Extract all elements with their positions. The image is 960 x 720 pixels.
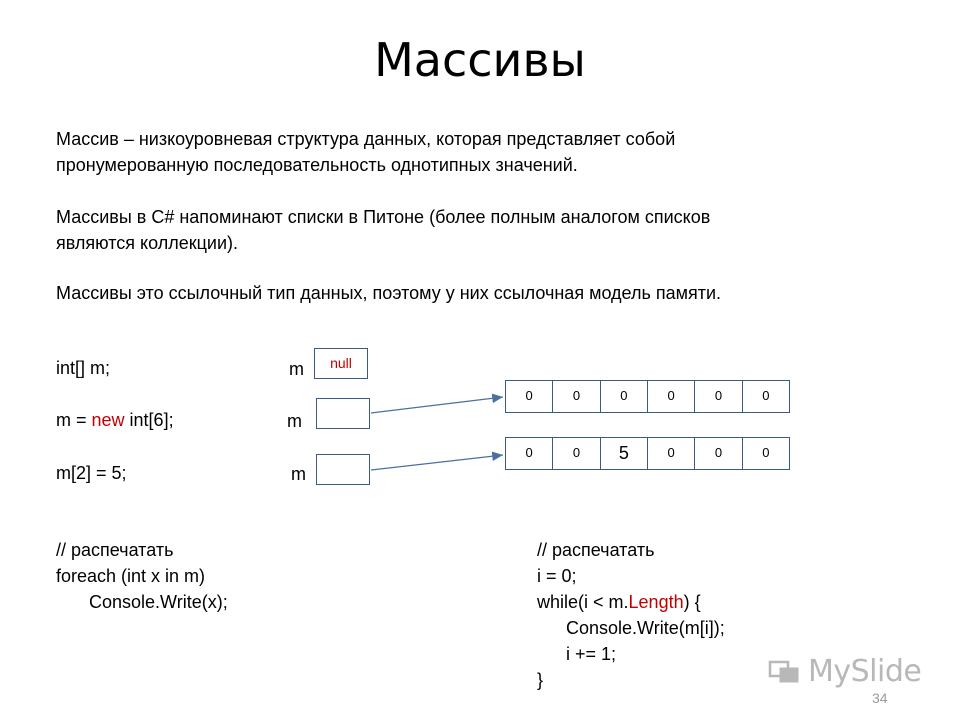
code-declare: int[] m; (56, 358, 111, 378)
code-line: Console.Write(m[i]); (566, 618, 725, 638)
paragraph-line: Массивы это ссылочный тип данных, поэтому у них ссылочная модель памяти. (56, 283, 722, 303)
array-cell: 0 (553, 381, 600, 412)
code-line: Console.Write(x); (89, 592, 228, 612)
code-text: m = (56, 410, 92, 430)
array-cell: 0 (762, 388, 770, 403)
var-label-m: m (291, 464, 306, 484)
keyword-new: new (91, 410, 125, 430)
var-label-m: m (287, 411, 302, 431)
paragraph-line: являются коллекции). (56, 233, 239, 253)
array-cell: 0 (695, 438, 742, 469)
null-value: null (330, 355, 352, 371)
slide-title: Массивы (374, 33, 586, 87)
array-cell: 0 (601, 381, 648, 412)
page-number: 34 (872, 690, 888, 706)
array-cell: 0 (695, 381, 742, 412)
code-left-block (56, 537, 228, 615)
arrow-to-modified-array (371, 455, 503, 470)
code-text: while(i < m. (537, 592, 629, 612)
array-cell: 0 (648, 438, 695, 469)
watermark-text: MySlide (808, 654, 922, 689)
var-label-m: m (289, 359, 304, 379)
paragraph-line: Массив – низкоуровневая структура данных, которая представляет собой (56, 129, 676, 149)
array-cell: 0 (553, 438, 600, 469)
paragraph-line: Массивы в C# напоминают списки в Питоне (более полным аналогом списков (56, 207, 711, 227)
code-text: ) { (683, 592, 701, 612)
arrow-to-initial-array (371, 397, 503, 413)
paragraph-line: пронумерованную последовательность однотипных значений. (56, 155, 578, 175)
code-assign: m[2] = 5; (56, 463, 127, 483)
watermark-logo (768, 654, 921, 689)
code-comment: // распечатать (56, 540, 174, 560)
code-line: } (537, 670, 544, 690)
array-cell: 5 (601, 438, 648, 469)
code-line: foreach (int x in m) (56, 566, 206, 586)
array-cell: 0 (762, 445, 770, 460)
code-line: i += 1; (566, 644, 617, 664)
code-line (537, 589, 725, 615)
keyword-length: Length (628, 592, 684, 612)
code-comment: // распечатать (537, 540, 655, 560)
slides-icon (768, 659, 802, 685)
array-cell: 0 (506, 381, 553, 412)
array-cell: 0 (648, 381, 695, 412)
code-text: int[6]; (124, 410, 174, 430)
code-right-block (537, 537, 725, 693)
array-cell: 0 (506, 438, 553, 469)
code-line: i = 0; (537, 566, 577, 586)
